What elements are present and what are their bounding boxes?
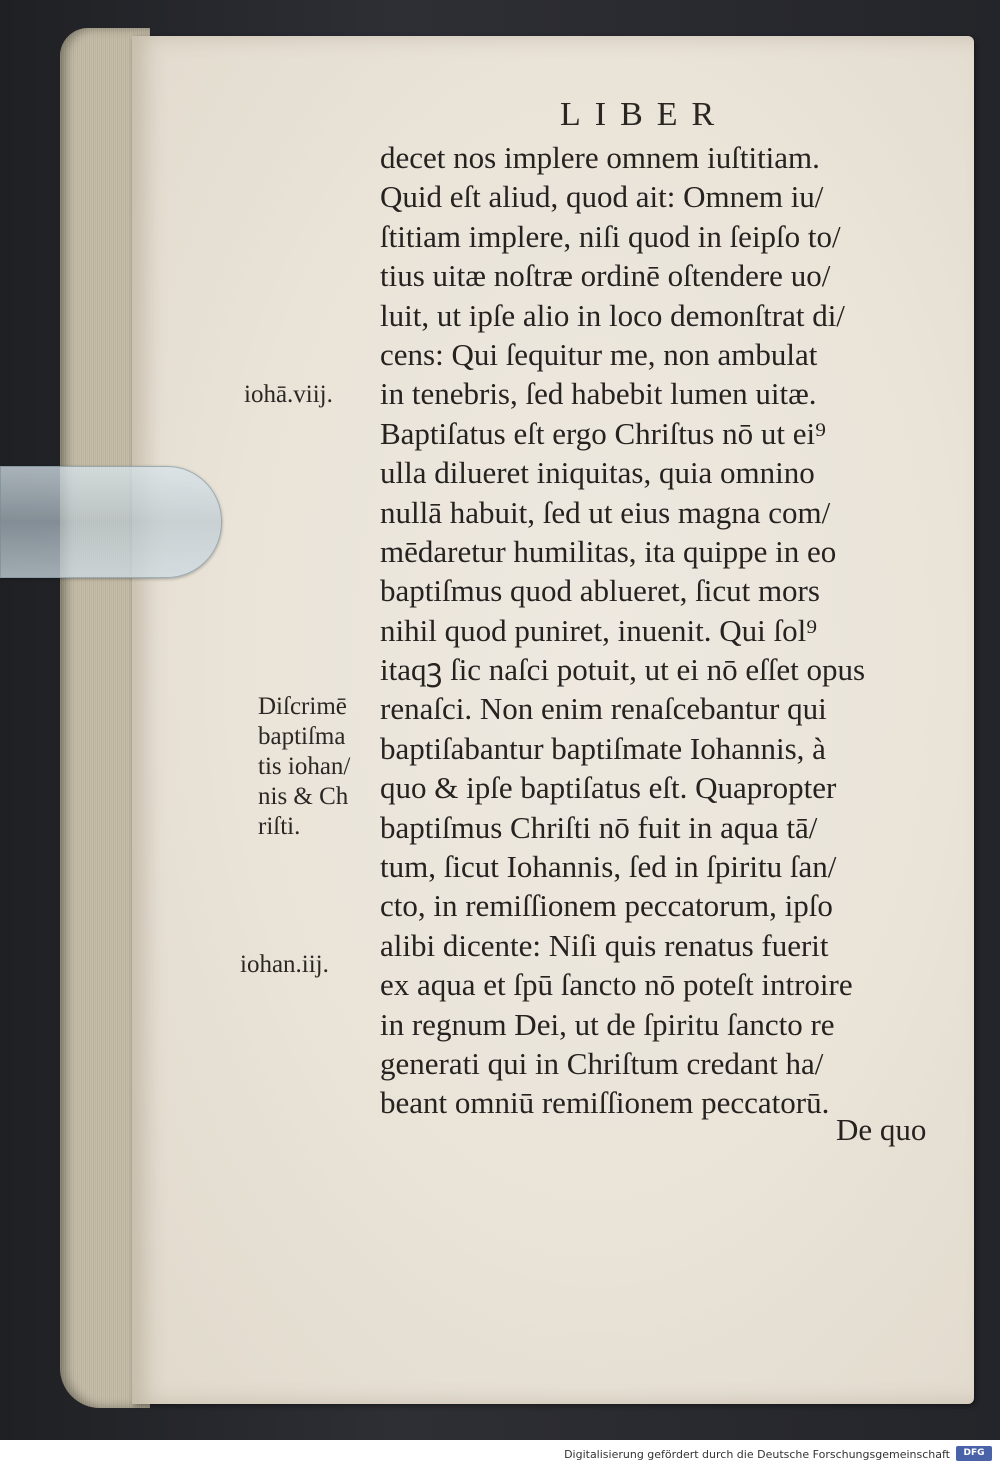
marginal-note-john-3: iohan.iij. bbox=[240, 951, 329, 978]
text-line: baptiſabantur baptiſmate Iohannis, à bbox=[380, 730, 826, 766]
text-line: ſtitiam implere, niſi quod in ſeipſo to/ bbox=[380, 218, 841, 254]
dfg-logo-icon: DFG bbox=[956, 1446, 992, 1461]
body-text bbox=[380, 138, 960, 1123]
text-line: generati qui in Chriſtum credant ha/ bbox=[380, 1045, 824, 1081]
marginal-note-baptism bbox=[258, 692, 350, 842]
text-line: quo & ipſe baptiſatus eſt. Quapropter bbox=[380, 770, 837, 806]
text-line: mēdaretur humilitas, ita quippe in eo bbox=[380, 533, 837, 569]
footer-bar bbox=[0, 1440, 1000, 1468]
text-line: Baptiſatus eſt ergo Chriſtus nō ut ei⁹ bbox=[380, 415, 826, 451]
marginal-line: baptiſma bbox=[258, 723, 346, 750]
catchword: De quo bbox=[836, 1112, 927, 1147]
text-line: baptiſmus Chriſti nō fuit in aqua tā/ bbox=[380, 809, 818, 845]
running-head: LIBER bbox=[560, 96, 729, 133]
text-line: beant omniū remiſſionem peccatorū. bbox=[380, 1085, 830, 1121]
marginal-line: tis iohan/ bbox=[258, 753, 351, 780]
text-line: nullā habuit, ſed ut eius magna com/ bbox=[380, 494, 831, 530]
marginal-line: nis & Ch bbox=[258, 783, 349, 810]
marginal-line: Diſcrimē bbox=[258, 693, 347, 720]
text-line: luit, ut ipſe alio in loco demonſtrat di/ bbox=[380, 297, 845, 333]
marginal-line: riſti. bbox=[258, 813, 301, 840]
text-line: tum, ſicut Iohannis, ſed in ſpiritu ſan/ bbox=[380, 849, 837, 885]
funding-credit: Digitalisierung gefördert durch die Deutsche Forschungsgemeinschaft bbox=[564, 1448, 950, 1461]
text-line: decet nos implere omnem iuſtitiam. bbox=[380, 140, 820, 175]
text-line: tius uitæ noſtræ ordinē oſtendere uo/ bbox=[380, 258, 831, 294]
text-line: renaſci. Non enim renaſcebantur qui bbox=[380, 691, 827, 727]
text-line: Quid eſt aliud, quod ait: Omnem iu/ bbox=[380, 179, 824, 215]
plastic-page-clip bbox=[0, 466, 222, 578]
text-line: cens: Qui ſequitur me, non ambulat bbox=[380, 336, 818, 372]
text-line: itaqꝫ ſic naſci potuit, ut ei nō eſſet opus bbox=[380, 652, 866, 688]
text-line: ulla dilueret iniquitas, quia omnino bbox=[380, 455, 815, 491]
marginal-note-john-8: iohā.viij. bbox=[244, 381, 333, 408]
text-line: in regnum Dei, ut de ſpiritu ſancto re bbox=[380, 1006, 835, 1042]
text-line: nihil quod puniret, inuenit. Qui ſol⁹ bbox=[380, 612, 818, 648]
text-line: ex aqua et ſpū ſancto nō poteſt introire bbox=[380, 967, 853, 1003]
text-line: baptiſmus quod ablueret, ſicut mors bbox=[380, 573, 820, 609]
text-line: alibi dicente: Niſi quis renatus fuerit bbox=[380, 927, 829, 963]
text-line: in tenebris, ſed habebit lumen uitæ. bbox=[380, 376, 817, 412]
text-line: cto, in remiſſionem peccatorum, ipſo bbox=[380, 888, 833, 924]
